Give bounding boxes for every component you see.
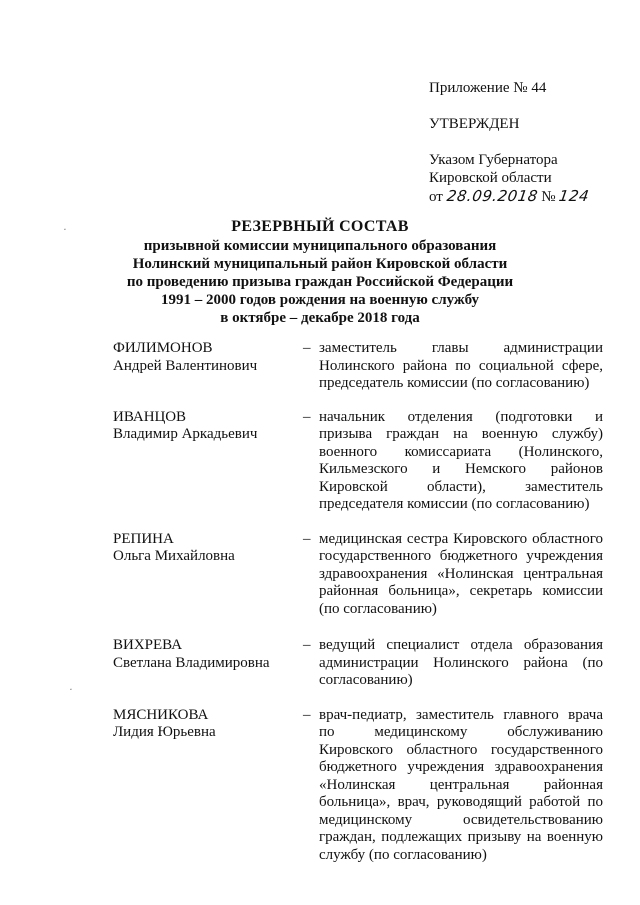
heading-line: по проведению призыва граждан Российской Федерации bbox=[126, 274, 514, 290]
member-role: ведущий специалист отдела образования администрации Нолинского района (по согласованию) bbox=[319, 637, 603, 688]
member-entry bbox=[113, 531, 603, 619]
member-dash: – bbox=[303, 340, 311, 356]
decree-line-1: Указом Губернатора bbox=[429, 152, 558, 168]
member-given-names: Ольга Михайловна bbox=[113, 548, 235, 564]
date-prefix: от bbox=[429, 189, 443, 205]
member-entry bbox=[113, 707, 603, 865]
number-prefix: № bbox=[541, 189, 556, 205]
member-dash: – bbox=[303, 408, 311, 425]
member-given-names: Андрей Валентинович bbox=[113, 357, 258, 374]
handwritten-number: 124 bbox=[558, 187, 591, 205]
scan-speck: ˙ bbox=[62, 227, 71, 240]
member-entry bbox=[113, 637, 603, 690]
decree-line-2: Кировской области bbox=[429, 170, 552, 186]
heading-line: в октябре – декабре 2018 года bbox=[220, 310, 420, 326]
member-surname: ВИХРЕВА bbox=[113, 637, 183, 653]
heading-line: 1991 – 2000 годов рождения на военную службу bbox=[160, 292, 480, 308]
member-role: заместитель главы администрации Нолинского района по социальной сфере, председатель комиссии (по согласованию) bbox=[319, 340, 603, 391]
member-role: врач-педиатр, заместитель главного врача по медицинскому обслуживанию Кировского областного государственного бюджетного учреждения здравоохранения «Нолинская центральная районная больница», врач, руководящий работой по медицинскому освидетельствованию граждан, подлежащих призыву на военную службу (по согласованию) bbox=[319, 706, 603, 863]
member-entry bbox=[113, 340, 603, 393]
annex-label: Приложение № 44 bbox=[429, 80, 547, 96]
member-name bbox=[113, 409, 303, 514]
member-name bbox=[113, 340, 303, 393]
member-surname: ФИЛИМОНОВ bbox=[113, 340, 213, 356]
approved-label: УТВЕРЖДЕН bbox=[429, 116, 520, 132]
member-name bbox=[113, 707, 303, 865]
document-title: РЕЗЕРВНЫЙ СОСТАВ bbox=[231, 218, 409, 235]
member-surname: РЕПИНА bbox=[113, 530, 174, 547]
handwritten-date: 28.09.2018 bbox=[445, 187, 539, 205]
member-name bbox=[113, 531, 303, 619]
member-name bbox=[113, 637, 303, 690]
decree-date-line bbox=[429, 187, 629, 206]
document-heading bbox=[100, 218, 540, 327]
member-role: медицинская сестра Кировского областного государственного бюджетного учреждения здравоохранения «Нолинская центральная районная больница», секретарь комиссии (по согласованию) bbox=[319, 530, 603, 617]
member-dash: – bbox=[303, 706, 311, 723]
member-given-names: Светлана Владимировна bbox=[113, 654, 270, 671]
member-dash: – bbox=[303, 530, 311, 547]
member-surname: ИВАНЦОВ bbox=[113, 408, 187, 425]
members-list bbox=[113, 340, 603, 864]
member-entry bbox=[113, 409, 603, 514]
heading-line: Нолинский муниципальный район Кировской области bbox=[132, 256, 508, 272]
member-surname: МЯСНИКОВА bbox=[113, 706, 209, 723]
member-dash: – bbox=[303, 637, 311, 653]
member-given-names: Владимир Аркадьевич bbox=[113, 426, 258, 442]
member-given-names: Лидия Юрьевна bbox=[113, 724, 216, 740]
scan-speck: ˙ bbox=[68, 687, 77, 700]
approval-block bbox=[429, 79, 629, 206]
heading-line: призывной комиссии муниципального образования bbox=[143, 238, 497, 254]
member-role: начальник отделения (подготовки и призыва граждан на военную службу) военного комиссариата (Нолинского, Кильмезского и Немского районов Кировской области), заместитель председателя комиссии (по согласованию) bbox=[319, 408, 603, 512]
